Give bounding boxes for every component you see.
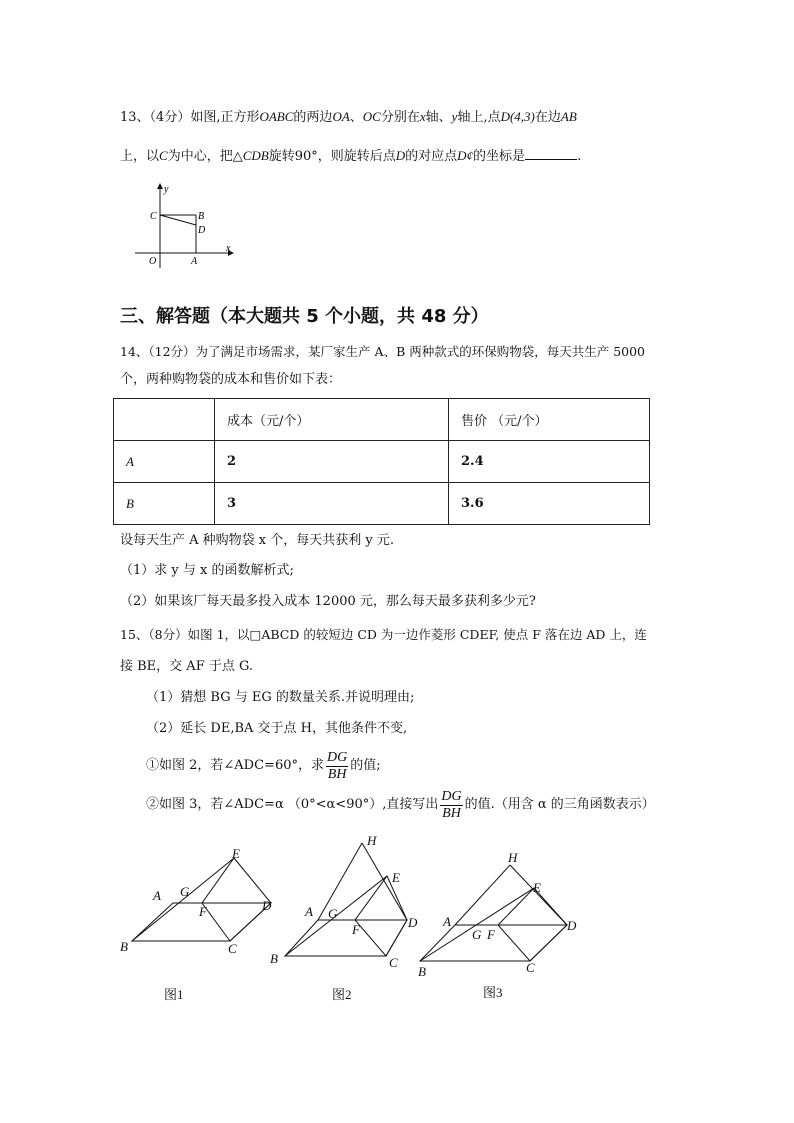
- fig1-label-e: E: [232, 846, 240, 861]
- figure-3: [420, 865, 567, 961]
- segment-hd: [510, 865, 567, 925]
- table-header-cell: [114, 399, 215, 441]
- figure-2: [285, 843, 407, 956]
- fig3-label-a: A: [443, 914, 451, 929]
- fig1-label-c: C: [228, 941, 237, 956]
- q13-coordinate-figure: [130, 180, 240, 270]
- label-d: D: [198, 225, 206, 236]
- fig1-caption: 图1: [164, 987, 184, 1002]
- segment-hd: [362, 843, 407, 920]
- cost-price-table: [113, 398, 650, 525]
- q15-part2: （2）延长 DE,BA 交于点 H，其他条件不变,: [146, 721, 408, 736]
- fig2-label-c: C: [389, 955, 398, 970]
- segment-be: [132, 858, 234, 941]
- y-axis-arrow-icon: [157, 183, 163, 189]
- fig3-label-d: D: [567, 918, 577, 933]
- answer-blank: [525, 147, 577, 160]
- segment-ah: [318, 843, 362, 920]
- q14-line1: 14、（12分）为了满足市场需求，某厂家生产 A、B 两种款式的环保购物袋，每天共生产 5000: [120, 344, 646, 359]
- fraction-dg-bh: $\frac{DG}{BH}$: [441, 788, 462, 821]
- fig2-label-d: D: [408, 915, 418, 930]
- table-cell: 2.4: [449, 441, 650, 483]
- fig3-label-e: E: [533, 880, 541, 895]
- fig3-label-h: H: [508, 850, 518, 865]
- fig2-label-a: A: [305, 904, 313, 919]
- fig1-label-g: G: [180, 884, 190, 899]
- q15-sub2: ②如图 3，若∠ADC=α （0°<α<90°）,直接写出 $\frac{DG}{BH}$ 的值.（用含 α 的三角函数表示）: [146, 788, 655, 821]
- table-header-row: [114, 399, 650, 441]
- label-o: O: [149, 256, 157, 267]
- rhombus-cdef: [355, 876, 407, 956]
- fig3-caption: 图3: [483, 985, 503, 1000]
- q15-figures: [110, 830, 630, 1010]
- label-b: B: [198, 211, 205, 222]
- fraction-dg-bh: $\frac{DG}{BH}$: [327, 749, 348, 782]
- q15-sub1: ①如图 2，若∠ADC=60°，求 $\frac{DG}{BH}$ 的值;: [146, 749, 381, 782]
- fig1-label-f: F: [199, 904, 207, 919]
- section-title: 三、解答题（本大题共 5 个小题，共 48 分）: [120, 306, 489, 327]
- q14-part2: （2）如果该厂每天最多投入成本 12000 元，那么每天最多获利多少元?: [120, 594, 536, 609]
- q14-line2: 个，两种购物袋的成本和售价如下表：: [120, 372, 342, 387]
- table-cell: 3.6: [449, 483, 650, 525]
- fig1-label-d: D: [262, 898, 272, 913]
- fig3-label-c: C: [526, 960, 535, 975]
- q13-line2: 上，以C为中心，把△CDB旋转90°，则旋转后点D的对应点D¢的坐标是 .: [120, 148, 582, 164]
- fig2-label-f: F: [352, 922, 360, 937]
- table-row: [114, 483, 650, 525]
- table-cell: B: [114, 483, 215, 525]
- label-c: C: [150, 211, 157, 222]
- q15-part1: （1）猜想 BG 与 EG 的数量关系.并说明理由;: [146, 690, 415, 705]
- q14-part1: （1）求 y 与 x 的函数解析式;: [120, 563, 294, 578]
- label-x: x: [226, 243, 231, 254]
- fig3-label-b: B: [418, 964, 426, 979]
- q14-setup: 设每天生产 A 种购物袋 x 个，每天共获利 y 元.: [120, 533, 394, 548]
- fig2-label-b: B: [270, 951, 278, 966]
- fig2-label-h: H: [367, 833, 377, 848]
- fig3-label-g: G: [472, 927, 482, 942]
- fig1-label-a: A: [153, 888, 161, 903]
- q13-line1: 13、（4分）如图,正方形OABC的两边OA、OC分别在x轴、y轴上,点D(4,3)在边AB: [120, 109, 577, 125]
- table-cell: A: [114, 441, 215, 483]
- label-a: A: [191, 256, 198, 267]
- table-row: [114, 441, 650, 483]
- table-header-cell: 售价 （元/个）: [449, 399, 650, 441]
- rhombus-cdef: [202, 858, 271, 941]
- segment-cd: [160, 215, 196, 225]
- fig2-label-g: G: [328, 906, 338, 921]
- table-cell: 3: [215, 483, 449, 525]
- fig2-label-e: E: [392, 870, 400, 885]
- segment-ah: [455, 865, 510, 925]
- q15-line1: 15、（8分）如图 1，以□ABCD 的较短边 CD 为一边作菱形 CDEF, 使点 F 落在边 AD 上，连: [120, 627, 647, 642]
- fig3-label-f: F: [487, 927, 495, 942]
- table-header-cell: 成本（元/个）: [215, 399, 449, 441]
- label-y: y: [164, 184, 169, 195]
- q15-line2: 接 BE，交 AF 于点 G.: [120, 659, 254, 674]
- fig1-label-b: B: [120, 939, 128, 954]
- table-cell: 2: [215, 441, 449, 483]
- fig2-caption: 图2: [332, 987, 352, 1002]
